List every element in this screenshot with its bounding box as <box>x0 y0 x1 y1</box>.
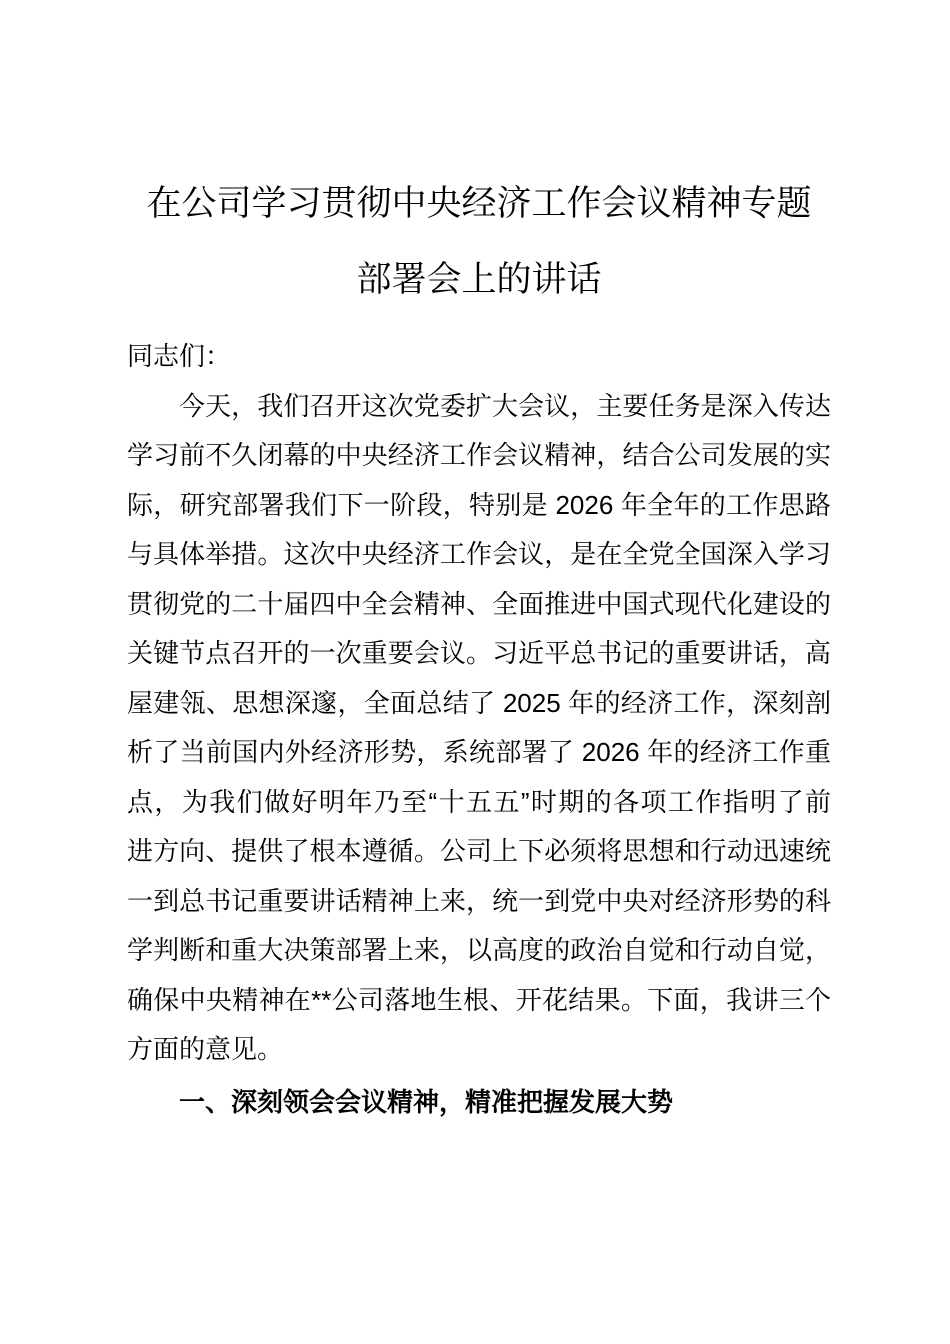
paragraph-line: 贯彻党的二十届四中全会精神、全面推进中国式现代化建设的 <box>127 588 831 619</box>
document-title-line-1: 在公司学习贯彻中央经济工作会议精神专题 <box>146 184 812 223</box>
paragraph-line: 确保中央精神在**公司落地生根、开花结果。下面，我讲三个 <box>127 984 831 1015</box>
paragraph-line: 关键节点召开的一次重要会议。习近平总书记的重要讲话，高 <box>127 638 831 668</box>
paragraph-line: 析了当前国内外经济形势，系统部署了 2026 年的经济工作重 <box>127 737 831 767</box>
paragraph-line: 一到总书记重要讲话精神上来，统一到党中央对经济形势的科 <box>127 885 831 916</box>
paragraph-line: 屋建瓴、思想深邃，全面总结了 2025 年的经济工作，深刻剖 <box>127 687 831 718</box>
paragraph-line: 与具体举措。这次中央经济工作会议，是在全党全国深入学习 <box>127 539 831 569</box>
document-title-line-2: 部署会上的讲话 <box>356 260 602 299</box>
main-paragraph <box>127 382 831 1075</box>
paragraph-line: 际，研究部署我们下一阶段，特别是 2026 年全年的工作思路 <box>127 489 831 520</box>
salutation: 同志们： <box>127 341 232 371</box>
paragraph-line: 学习前不久闭幕的中央经济工作会议精神，结合公司发展的实 <box>127 440 831 470</box>
document-title <box>127 166 831 318</box>
paragraph-line: 学判断和重大决策部署上来，以高度的政治自觉和行动自觉， <box>127 935 831 965</box>
section-heading-1: 一、深刻领会会议精神，精准把握发展大势 <box>179 1086 674 1117</box>
paragraph-line: 今天，我们召开这次党委扩大会议，主要任务是深入传达 <box>179 390 831 421</box>
paragraph-line: 方面的意见。 <box>127 1034 284 1064</box>
paragraph-line: 进方向、提供了根本遵循。公司上下必须将思想和行动迅速统 <box>127 836 831 866</box>
paragraph-line: 点，为我们做好明年乃至“十五五”时期的各项工作指明了前 <box>127 786 831 817</box>
